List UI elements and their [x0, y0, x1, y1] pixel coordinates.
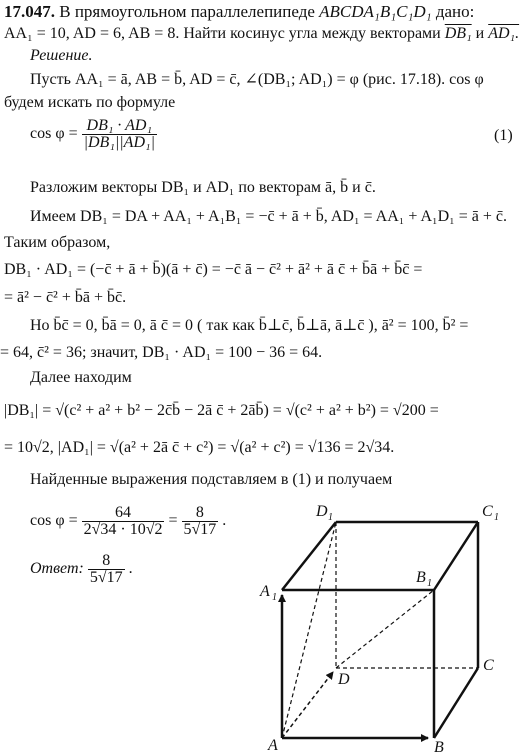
label-c: C	[483, 657, 494, 674]
label-c1: C	[482, 503, 493, 520]
label-b1-sub: 1	[427, 578, 432, 589]
cos-result	[30, 505, 226, 538]
label-d1-sub: 1	[328, 512, 333, 523]
problem-statement-a: В прямоугольном параллелепипеде	[59, 2, 315, 21]
answer-numerator: 8	[88, 553, 125, 570]
formula-denominator: |DB₁||AD₁|	[83, 134, 155, 151]
have-line: Имеем DB₁ = DA + AA₁ + A₁B₁ = −c̄ + ā + b̄, AD₁ = AA₁ + A₁D₁ = ā + c̄.	[30, 208, 507, 225]
but-line-1: Но b̄c̄ = 0, b̄ā = 0, ā c̄ = 0 ( так как b̄⊥c̄, b̄⊥ā, ā⊥c̄ ), ā² = 100, b̄² =	[30, 317, 469, 334]
label-a1-sub: 1	[272, 592, 277, 603]
vector-ad1: AD₁.	[488, 25, 520, 42]
formula-tag: (1)	[494, 127, 513, 144]
problem-statement-b: дано:	[435, 2, 475, 21]
box-name: ABCDA₁B₁C₁D₁	[319, 2, 432, 21]
edge-b1c1	[434, 522, 478, 590]
solution-title: Решение.	[30, 47, 93, 64]
label-b: B	[434, 739, 444, 753]
label-a1: A	[260, 583, 270, 600]
label-c1-sub: 1	[494, 512, 499, 523]
search-line: будем искать по формуле	[4, 94, 176, 111]
problem-line-2	[4, 26, 519, 42]
decompose-line: Разложим векторы DB₁ и AD₁ по векторам ā, b̄ и c̄.	[30, 179, 376, 196]
problem-header	[4, 3, 474, 20]
cos-fraction-1	[82, 505, 165, 538]
edge-bc	[434, 668, 478, 738]
edge-a1d1	[282, 522, 336, 590]
cos-denominator-2: 5√17	[183, 521, 217, 538]
cos-numerator-2: 8	[182, 505, 219, 522]
label-d: D	[338, 671, 350, 688]
but-line-2: = 64, c̄² = 36; значит, DB₁ · AD₁ = 100 − 36 = 64.	[0, 344, 323, 361]
answer-label: Ответ:	[30, 560, 84, 578]
product-line-2: = ā² − c̄² + b̄ā + b̄c̄.	[4, 289, 127, 306]
answer	[30, 553, 133, 586]
formula-numerator: DB₁ · AD₁	[82, 118, 157, 135]
diagonal-db1	[336, 590, 434, 668]
label-d1: D	[316, 503, 328, 520]
problem-given: AA₁ = 10, AD = 6, AB = 8. Найти косинус угла между векторами	[4, 25, 441, 42]
cos-left: cos φ =	[30, 512, 78, 530]
formula-1	[30, 118, 157, 151]
cos-fraction-2	[182, 505, 219, 538]
vector-ad	[282, 672, 333, 738]
answer-fraction	[88, 553, 125, 586]
formula-left: cos φ =	[30, 125, 78, 143]
answer-dot: .	[128, 560, 133, 578]
cos-equals: =	[168, 512, 178, 530]
cos-dot: .	[222, 512, 227, 530]
cos-denominator-1: 2√34 · 10√2	[83, 521, 163, 538]
label-b1: B	[416, 569, 426, 586]
product-line-1: DB₁ · AD₁ = (−c̄ + ā + b̄)(ā + c̄) = −c̄ ā − c̄² + ā² + ā c̄ + b̄ā + b̄c̄ =	[4, 261, 423, 278]
label-a: A	[268, 737, 278, 753]
cos-numerator-1: 64	[82, 505, 165, 522]
length-line-1: |DB₁| = √(c² + a² + b² − 2c̄b̄ − 2ā c̄ + 2āb̄) = √(c² + a² + b²) = √200 =	[4, 402, 439, 419]
problem-number: 17.047.	[4, 2, 55, 21]
parallelepiped-figure	[258, 500, 526, 753]
let-line: Пусть AA₁ = ā, AB = b̄, AD = c̄, ∠(DB₁; AD₁) = φ (рис. 17.18). cos φ	[30, 71, 484, 88]
vector-db1: DB₁	[444, 25, 472, 42]
further-line: Далее находим	[30, 369, 132, 386]
and-word: и	[475, 25, 485, 42]
length-line-2: = 10√2, |AD₁| = √(a² + 2ā c̄ + c²) = √(a² + c²) = √136 = 2√34.	[4, 439, 395, 456]
substitute-line: Найденные выражения подставляем в (1) и получаем	[30, 471, 393, 488]
formula-fraction	[82, 118, 157, 151]
thus-line: Таким образом,	[4, 234, 111, 251]
answer-denominator: 5√17	[89, 569, 123, 586]
